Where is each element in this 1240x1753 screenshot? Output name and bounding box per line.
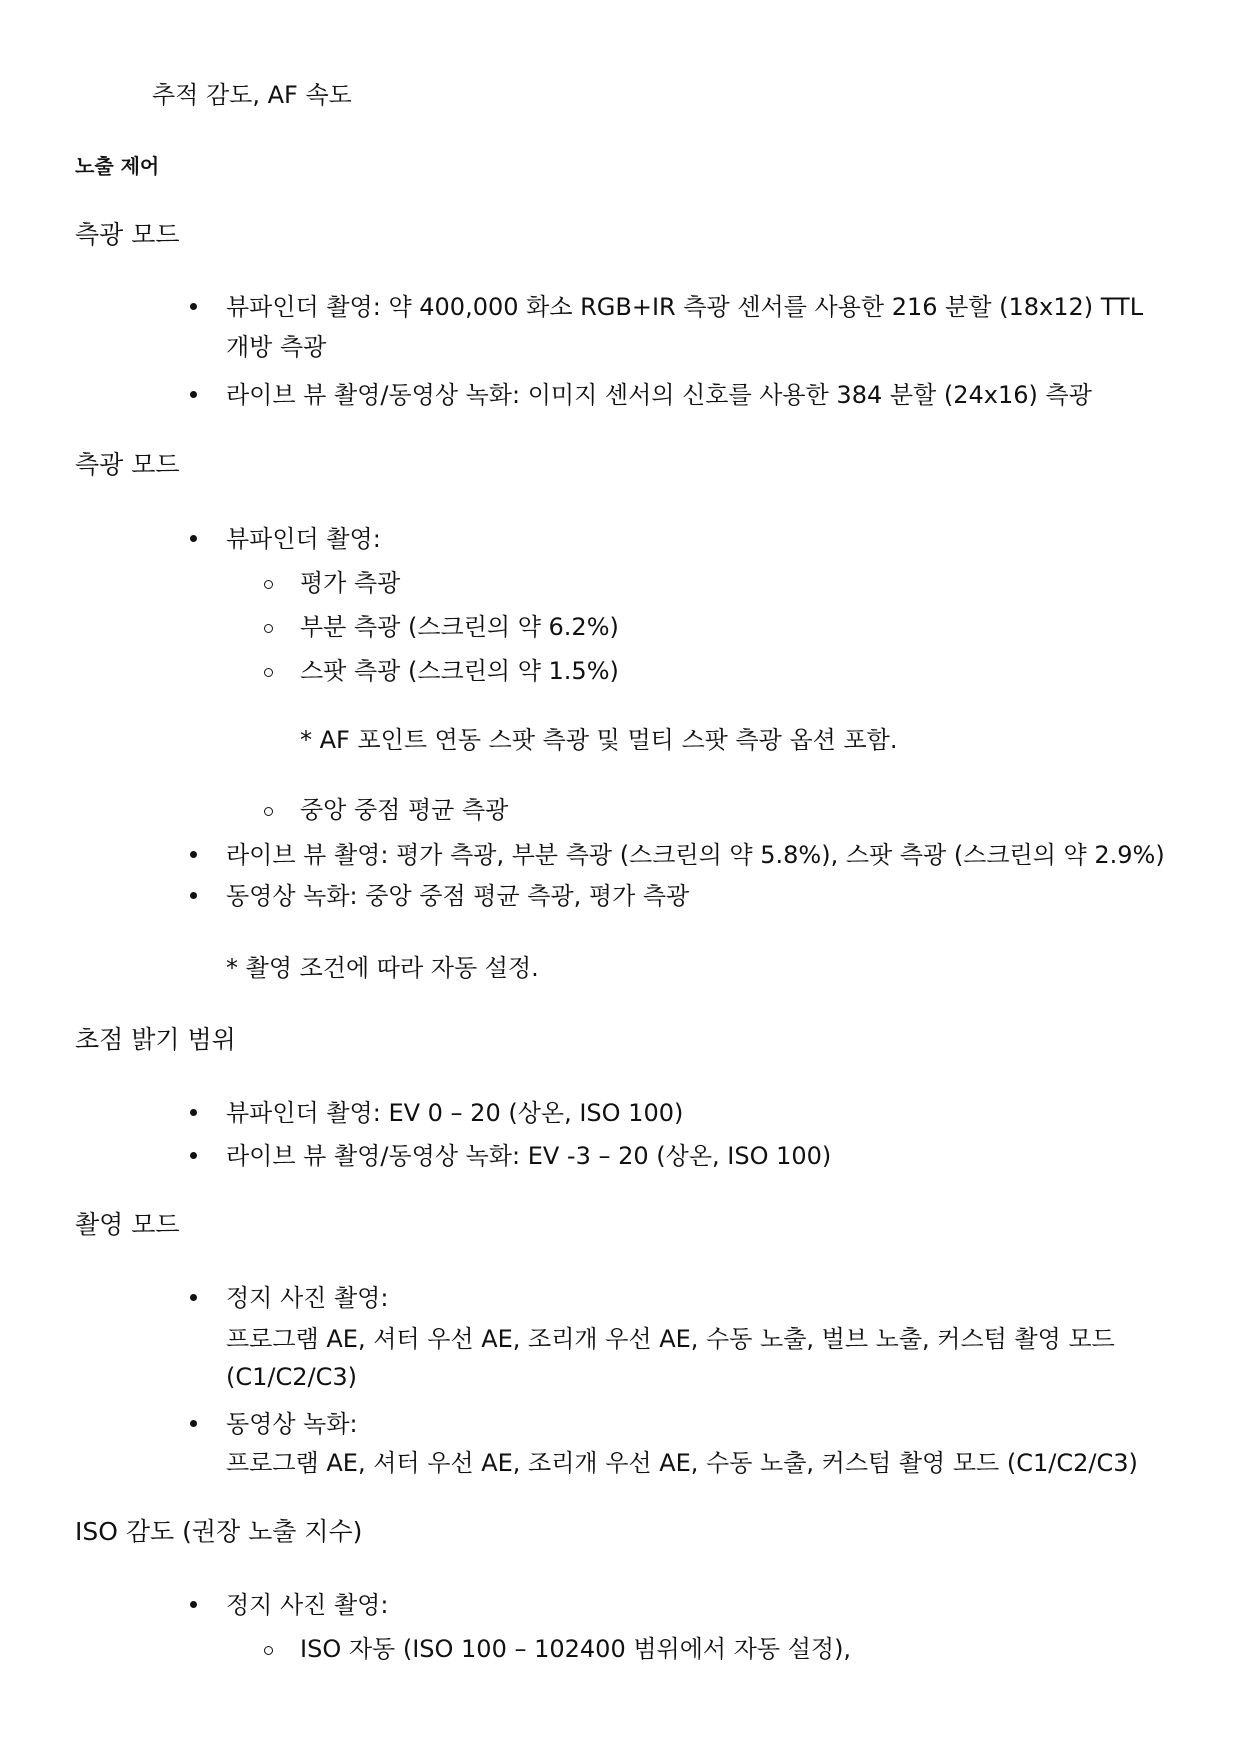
- list-item: 뷰파인더 촬영:: [226, 525, 381, 553]
- bullet: [190, 1601, 197, 1608]
- list-item-continuation: 프로그램 AE, 셔터 우선 AE, 조리개 우선 AE, 수동 노출, 벌브 노출, 커스텀 촬영 모드: [226, 1325, 1115, 1353]
- spot-note: * AF 포인트 연동 스팟 측광 및 멀티 스팟 측광 옵션 포함.: [300, 726, 898, 754]
- bullet: [190, 1109, 197, 1116]
- list-item-continuation: 개방 측광: [226, 333, 327, 361]
- sub-list-item: 부분 측광 (스크린의 약 6.2%): [300, 613, 619, 641]
- list-item: 동영상 녹화:: [226, 1410, 358, 1438]
- sub-list-item: 스팟 측광 (스크린의 약 1.5%): [300, 657, 619, 685]
- sub-bullet: [264, 807, 273, 816]
- list-item: 라이브 뷰 촬영/동영상 녹화: EV -3 – 20 (상온, ISO 100): [226, 1142, 832, 1170]
- list-item: 라이브 뷰 촬영/동영상 녹화: 이미지 센서의 신호를 사용한 384 분할 (24x16) 측광: [226, 381, 1092, 409]
- bullet: [190, 1294, 197, 1301]
- sub-bullet: [264, 1646, 273, 1655]
- list-item: 뷰파인더 촬영: EV 0 – 20 (상온, ISO 100): [226, 1099, 684, 1127]
- list-item-continuation: (C1/C2/C3): [226, 1363, 357, 1391]
- bullet: [190, 892, 197, 899]
- sub-bullet: [264, 580, 273, 589]
- sub-list-item: ISO 자동 (ISO 100 – 102400 범위에서 자동 설정),: [300, 1635, 852, 1663]
- list-item: 정지 사진 촬영:: [226, 1591, 389, 1619]
- section-title-focus-range: 초점 밝기 범위: [75, 1025, 236, 1054]
- section-title-iso: ISO 감도 (권장 노출 지수): [75, 1517, 363, 1546]
- section-title-shooting-mode: 촬영 모드: [75, 1210, 180, 1239]
- exposure-heading: 노출 제어: [75, 154, 160, 178]
- bullet: [190, 1152, 197, 1159]
- sub-bullet: [264, 668, 273, 677]
- bullet: [190, 851, 197, 858]
- bullet: [190, 535, 197, 542]
- section-title-metering-1: 측광 모드: [75, 220, 180, 249]
- bullet: [190, 303, 197, 310]
- list-item: 동영상 녹화: 중앙 중점 평균 측광, 평가 측광: [226, 882, 690, 910]
- list-item: 뷰파인더 촬영: 약 400,000 화소 RGB+IR 측광 센서를 사용한 216 분할 (18x12) TTL: [226, 293, 1144, 321]
- list-item: 라이브 뷰 촬영: 평가 측광, 부분 측광 (스크린의 약 5.8%), 스팟 측광 (스크린의 약 2.9%): [226, 841, 1165, 869]
- list-item: 정지 사진 촬영:: [226, 1284, 389, 1312]
- section-title-metering-2: 측광 모드: [75, 450, 180, 479]
- sub-list-item: 중앙 중점 평균 측광: [300, 796, 509, 824]
- list-item-continuation: 프로그램 AE, 셔터 우선 AE, 조리개 우선 AE, 수동 노출, 커스텀 촬영 모드 (C1/C2/C3): [226, 1449, 1138, 1477]
- top-line: 추적 감도, AF 속도: [152, 81, 352, 109]
- sub-bullet: [264, 624, 273, 633]
- bullet: [190, 1420, 197, 1427]
- bullet: [190, 391, 197, 398]
- auto-note: * 촬영 조건에 따라 자동 설정.: [226, 954, 539, 982]
- sub-list-item: 평가 측광: [300, 569, 401, 597]
